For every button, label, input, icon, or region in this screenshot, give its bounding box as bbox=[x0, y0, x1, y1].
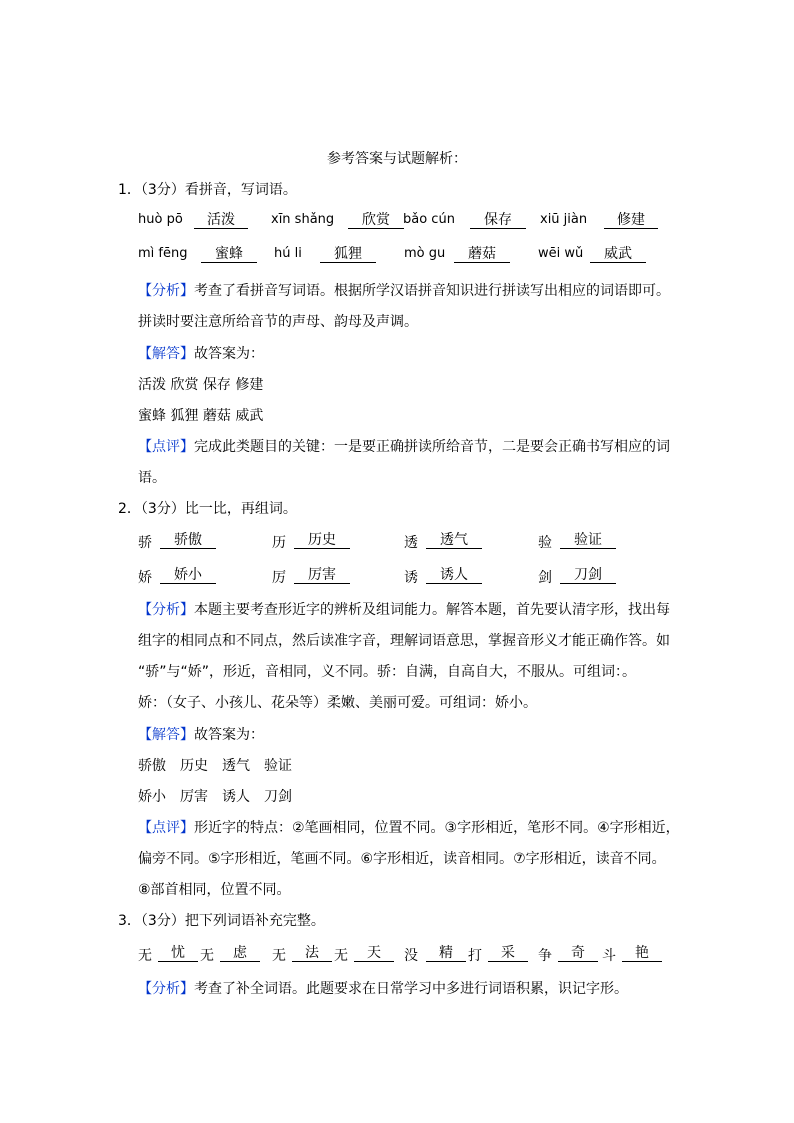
char-label: 骄 bbox=[138, 535, 152, 551]
pinyin-label: bǎo cún bbox=[403, 212, 455, 227]
answer-blank: 奇 bbox=[558, 945, 598, 962]
q2-analysis-cont-2: “骄”与“娇”，形近，音相同，义不同。骄：自满，自高自大，不服从。可组词：。 bbox=[138, 664, 637, 680]
q3-analysis bbox=[138, 978, 628, 998]
pinyin-label: mì fēng bbox=[138, 246, 188, 261]
q3-fill-row bbox=[138, 945, 678, 965]
pinyin-label: wēi wǔ bbox=[538, 246, 584, 261]
prefix-char: 斗 bbox=[602, 948, 616, 964]
comment-tag: 【点评】 bbox=[138, 820, 194, 836]
pinyin-label: xiū jiàn bbox=[540, 212, 588, 227]
q1-row-1 bbox=[138, 212, 678, 232]
q1-row-2 bbox=[138, 246, 678, 266]
comment-text: 形近字的特点：②笔画相同，位置不同。③字形相近，笔形不同。④字形相近， bbox=[194, 820, 680, 836]
analysis-text: 本题主要考查形近字的辨析及组词能力。解答本题，首先要认清字形，找出每 bbox=[194, 602, 670, 618]
prefix-char: 没 bbox=[404, 948, 418, 964]
answer-blank: 历史 bbox=[294, 532, 350, 549]
q2-comment-cont-1: 偏旁不同。⑤字形相近，笔画不同。⑥字形相近，读音相同。⑦字形相近，读音不同。 bbox=[138, 851, 666, 867]
answer-blank: 天 bbox=[354, 945, 394, 962]
char-label: 厉 bbox=[272, 570, 286, 586]
answer-intro: 故答案为： bbox=[194, 727, 264, 743]
q2-answer bbox=[138, 724, 264, 744]
comment-text: 完成此类题目的关键：一是要正确拼读所给音节，二是要会正确书写相应的词 bbox=[194, 439, 670, 455]
prefix-char: 无 bbox=[334, 948, 348, 964]
answer-blank: 验证 bbox=[560, 532, 616, 549]
analysis-tag: 【分析】 bbox=[138, 283, 194, 299]
char-label: 诱 bbox=[404, 570, 418, 586]
answer-blank: 刀剑 bbox=[560, 567, 616, 584]
answer-blank: 欣赏 bbox=[348, 212, 404, 229]
analysis-tag: 【分析】 bbox=[138, 602, 194, 618]
answer-tag: 【解答】 bbox=[138, 727, 194, 743]
answer-blank: 保存 bbox=[470, 212, 526, 229]
pinyin-label: hú li bbox=[274, 246, 302, 261]
prefix-char: 无 bbox=[138, 948, 152, 964]
q2-analysis-cont-1: 组字的相同点和不同点，然后读准字音，理解词语意思，掌握音形义才能正确作答。如 bbox=[138, 633, 670, 649]
prefix-char: 争 bbox=[538, 948, 552, 964]
q2-comment bbox=[138, 817, 680, 837]
analysis-text: 考查了看拼音写词语。根据所学汉语拼音知识进行拼读写出相应的词语即可。 bbox=[194, 283, 670, 299]
q2-answer-line-1: 骄傲 历史 透气 验证 bbox=[138, 758, 292, 774]
q1-comment bbox=[138, 436, 670, 456]
answer-blank: 骄傲 bbox=[160, 532, 216, 549]
q2-analysis bbox=[138, 599, 670, 619]
char-label: 验 bbox=[538, 535, 552, 551]
q1-answer-line-2: 蜜蜂 狐狸 蘑菇 威武 bbox=[138, 408, 264, 424]
answer-blank: 采 bbox=[488, 945, 528, 962]
q1-comment-cont: 语。 bbox=[138, 470, 166, 486]
q2-answer-line-2: 娇小 厉害 诱人 刀剑 bbox=[138, 789, 292, 805]
q1-analysis bbox=[138, 280, 670, 300]
answer-blank: 诱人 bbox=[426, 567, 482, 584]
answer-blank: 蜜蜂 bbox=[201, 246, 257, 263]
char-label: 娇 bbox=[138, 570, 152, 586]
q1-answer bbox=[138, 343, 264, 363]
answer-blank: 活泼 bbox=[194, 212, 248, 229]
answer-blank: 蘑菇 bbox=[454, 246, 510, 263]
q2-comment-cont-2: ⑧部首相同，位置不同。 bbox=[138, 882, 291, 898]
prefix-char: 打 bbox=[468, 948, 482, 964]
q1-answer-line-1: 活泼 欣赏 保存 修建 bbox=[138, 377, 264, 393]
answer-blank: 艳 bbox=[622, 945, 662, 962]
answer-blank: 透气 bbox=[426, 532, 482, 549]
page-title: 参考答案与试题解析： bbox=[327, 151, 467, 167]
answer-intro: 故答案为： bbox=[194, 346, 264, 362]
pinyin-label: mò gu bbox=[404, 246, 446, 261]
analysis-text: 考查了补全词语。此题要求在日常学习中多进行词语积累，识记字形。 bbox=[194, 981, 628, 997]
question-1-heading: 1．（3分）看拼音，写词语。 bbox=[118, 182, 297, 198]
pinyin-label: xīn shǎng bbox=[271, 212, 335, 227]
analysis-tag: 【分析】 bbox=[138, 981, 194, 997]
q1-analysis-cont: 拼读时要注意所给音节的声母、韵母及声调。 bbox=[138, 314, 418, 330]
prefix-char: 无 bbox=[200, 948, 214, 964]
answer-blank: 修建 bbox=[604, 212, 658, 229]
answer-blank: 忧 bbox=[158, 945, 198, 962]
question-3-heading: 3．（3分）把下列词语补充完整。 bbox=[118, 913, 325, 929]
char-label: 剑 bbox=[538, 570, 552, 586]
question-2-heading: 2．（3分）比一比，再组词。 bbox=[118, 501, 297, 517]
answer-blank: 娇小 bbox=[160, 567, 216, 584]
q2-row-1 bbox=[138, 532, 638, 552]
char-label: 历 bbox=[272, 535, 286, 551]
prefix-char: 无 bbox=[272, 948, 286, 964]
char-label: 透 bbox=[404, 535, 418, 551]
answer-blank: 厉害 bbox=[294, 567, 350, 584]
answer-blank: 威武 bbox=[590, 246, 646, 263]
answer-blank: 虑 bbox=[220, 945, 260, 962]
pinyin-label: huò pō bbox=[138, 212, 183, 227]
answer-blank: 狐狸 bbox=[320, 246, 376, 263]
answer-blank: 精 bbox=[426, 945, 466, 962]
q2-row-2 bbox=[138, 567, 638, 587]
answer-blank: 法 bbox=[292, 945, 332, 962]
comment-tag: 【点评】 bbox=[138, 439, 194, 455]
answer-tag: 【解答】 bbox=[138, 346, 194, 362]
q2-analysis-cont-3: 娇：（女子、小孩儿、花朵等）柔嫩、美丽可爱。可组词：娇小。 bbox=[138, 695, 537, 711]
